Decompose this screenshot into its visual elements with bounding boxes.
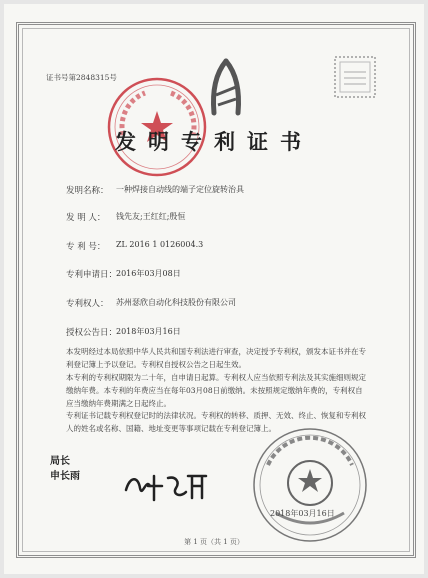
top-right-stamp-icon xyxy=(332,54,378,100)
certificate-number: 证书号第2848315号 xyxy=(46,73,117,82)
invention-name-value: 一种焊接自动线的端子定位旋转治具 xyxy=(116,185,244,194)
national-emblem-seal-icon xyxy=(250,425,370,545)
sign-date: 2018年03月16日 xyxy=(270,509,335,518)
inventor-label: 发 明 人： xyxy=(66,213,106,223)
director-name: 申长雨 xyxy=(50,471,80,482)
patent-no-label: 专 利 号： xyxy=(66,242,106,252)
paragraph-2: 本专利的专利权期限为二十年，自申请日起算。专利权人应当依照专利法及其实施细则规定缴纳年费。本专利的年费应当在每年03月08日前缴纳。未按照规定缴纳年费的，专利权自应当缴纳年费期满之日起终止。 xyxy=(66,373,366,408)
director-title: 局长 xyxy=(50,456,70,467)
filing-date-value: 2016年03月08日 xyxy=(116,269,181,278)
inventor-value: 钱先友;王红红;殷恒 xyxy=(116,212,186,221)
paragraph-1: 本发明经过本局依照中华人民共和国专利法进行审查，决定授予专利权，颁发本证书并在专利登记簿上予以登记。专利权自授权公告之日起生效。 xyxy=(66,347,366,369)
filing-date-label: 专利申请日： xyxy=(66,270,118,280)
certificate-title: 发明专利证书 xyxy=(115,129,313,154)
patentee-label: 专利权人： xyxy=(66,299,109,309)
patent-no-value: ZL 2016 1 0126004.3 xyxy=(116,240,204,249)
paragraph-3: 专利证书记载专利权登记时的法律状况。专利权的转移、质押、无效、终止、恢复和专利权人的姓名或名称、国籍、地址变更等事项记载在专利登记簿上。 xyxy=(66,411,366,433)
patentee-value: 苏州瑟欣自动化科技股份有限公司 xyxy=(116,298,236,307)
page-footer: 第 1 页（共 1 页） xyxy=(184,538,244,546)
director-signature-icon xyxy=(120,468,210,504)
invention-name-label: 发明名称： xyxy=(66,186,109,196)
grant-date-label: 授权公告日： xyxy=(66,328,118,338)
grant-date-value: 2018年03月16日 xyxy=(116,327,181,336)
